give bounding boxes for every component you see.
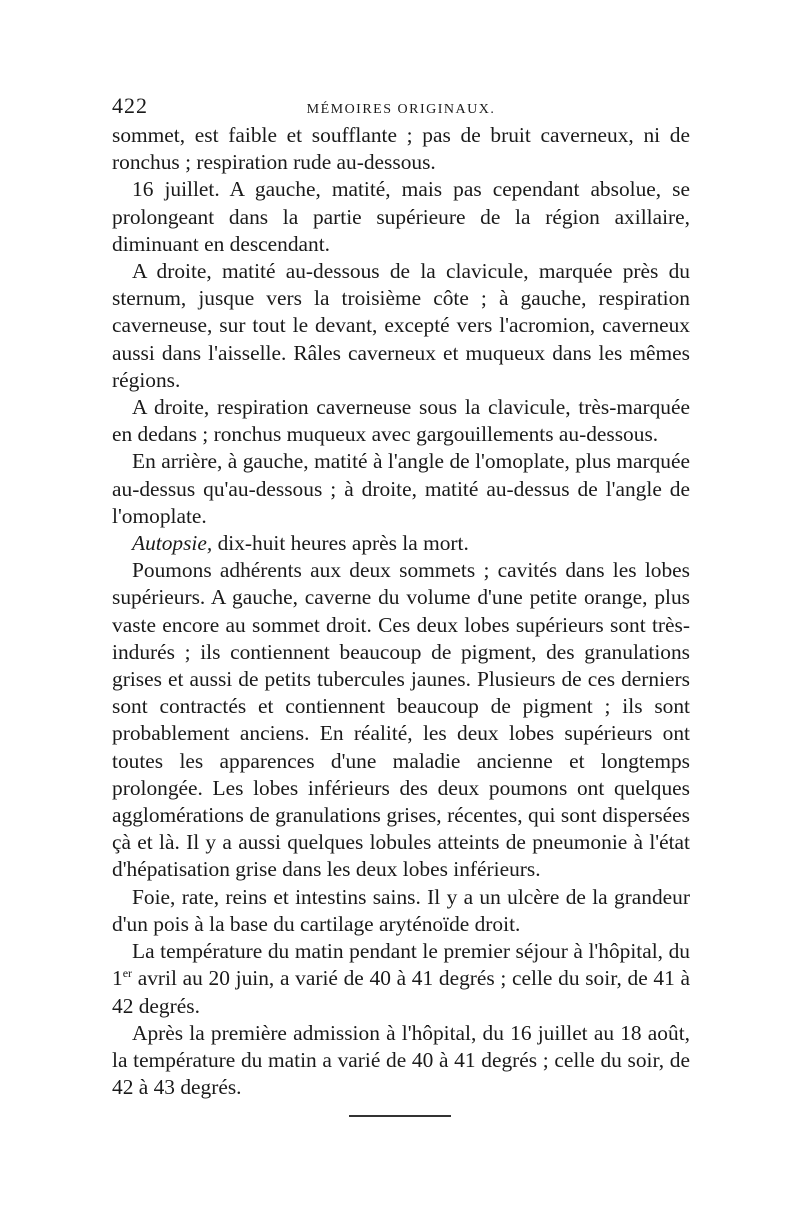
paragraph-continuation: sommet, est faible et soufflante ; pas de bruit caverneux, ni de ronchus ; respiration rude au-dessous. [112,123,690,175]
temperature-text-end: avril au 20 juin, a varié de 40 à 41 degrés ; celle du soir, de 41 à 42 degrés. [112,966,690,1018]
body-text [112,122,690,1101]
ordinal-superscript: er [122,966,133,981]
temperature-text-start: La température du matin pendant le premier séjour à l'hôpital, du 1 [112,939,690,991]
running-head [112,92,690,122]
paragraph-right-respiration: A droite, respiration caverneuse sous la clavicule, très-marquée en dedans ; ronchus muqueux avec gargouillements au-dessous. [112,395,690,447]
paragraph-16-juillet: 16 juillet. A gauche, matité, mais pas cependant absolue, se prolongeant dans la partie supérieure de la région axillaire, diminuant en descendant. [112,177,690,256]
autopsy-text: dix-huit heures après la mort. [212,531,469,556]
paragraph-temperature-first-stay [112,938,690,1020]
paragraph-lungs: Poumons adhérents aux deux sommets ; cavités dans les lobes supérieurs. A gauche, caverne du volume d'une petite orange, plus vaste encore au sommet droit. Ces deux lobes supérieurs sont très-indurés ; ils contiennent beaucoup de pigment, des granulations grises et aussi de petits tubercules jaunes. Plusieurs de ces derniers sont contractés et contiennent beaucoup de pigment ; ils sont probablement anciens. En réalité, les deux lobes supérieurs ont toutes les apparences d'une maladie ancienne et longtemps prolongée. Les lobes inférieurs des deux poumons ont quelques agglomérations de granulations grises, récentes, qui sont dispersées çà et là. Il y a aussi quelques lobules atteints de pneumonie à l'état d'hépatisation grise dans les deux lobes inférieurs. [112,558,690,882]
paragraph-autopsy [112,530,690,557]
book-page [112,92,690,1117]
page-number: 422 [112,93,148,118]
paragraph-temperature-second-stay: Après la première admission à l'hôpital, du 16 juillet au 18 août, la température du matin a varié de 40 à 41 degrés ; celle du soir, de 42 à 43 degrés. [112,1020,690,1100]
paragraph-posterior: En arrière, à gauche, matité à l'angle de l'omoplate, plus marquée au-dessus qu'au-dessous ; à droite, matité au-dessus de l'angle de l'omoplate. [112,449,690,528]
running-title: MÉMOIRES ORIGINAUX. [306,102,496,117]
autopsy-label: Autopsie, [132,531,213,556]
section-end-rule [349,1115,451,1117]
paragraph-right-dullness: A droite, matité au-dessous de la clavicule, marquée près du sternum, jusque vers la troisième côte ; à gauche, respiration caverneuse, sur tout le devant, excepté vers l'acromion, caverneux aussi dans l'aisselle. Râles caverneux et muqueux dans les mêmes régions. [112,259,690,392]
paragraph-organs: Foie, rate, reins et intestins sains. Il y a un ulcère de la grandeur d'un pois à la base du cartilage aryténoïde droit. [112,884,690,936]
